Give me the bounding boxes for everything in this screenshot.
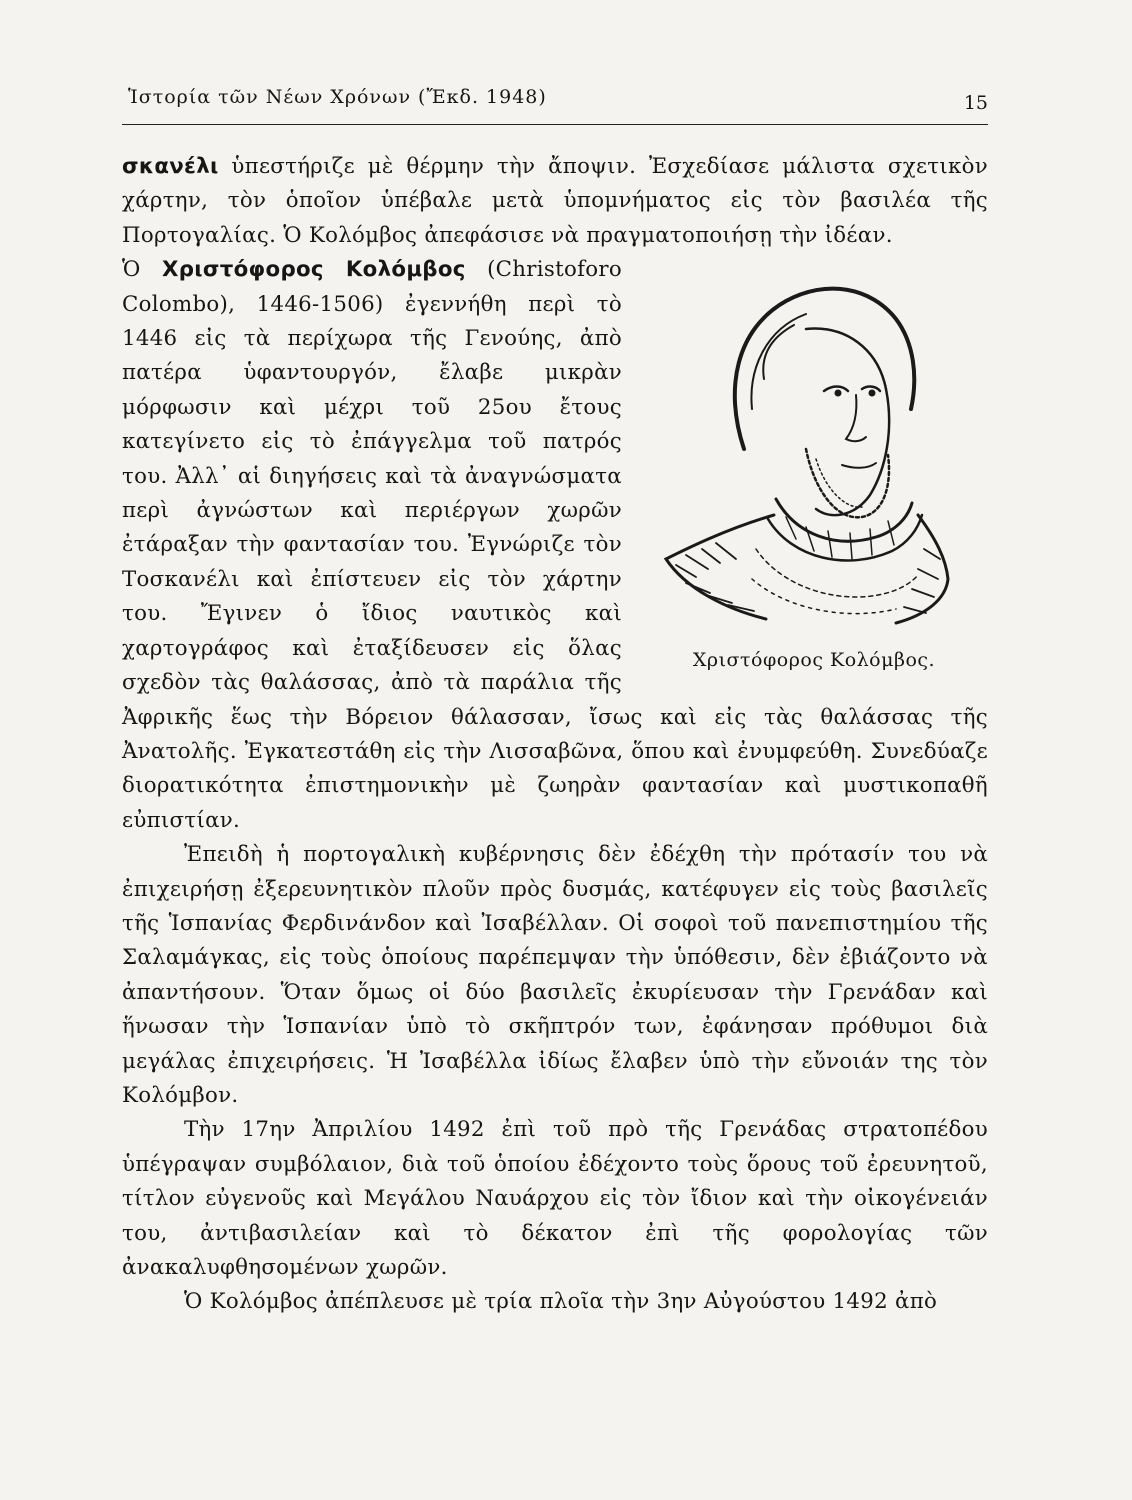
paragraph-4: Τὴν 17ην Ἀπριλίου 1492 ἐπὶ τοῦ πρὸ τῆς Γρενάδας στρατοπέδου ὑπέγραψαν συμβόλαιον, διὰ τοῦ ὁποίου ἐδέχοντο τοὺς ὅρους τοῦ ἐρευνητοῦ, τίτλον εὐγενοῦς καὶ Μεγάλου Ναυάρχου εἰς τὸν ἴδιον καὶ τὴν οἰκογένειάν του, ἀντιβασιλείαν καὶ τὸ δέκατον ἐπὶ τῆς φορολογίας τῶν ἀνακαλυφθησομένων χωρῶν. <box>122 1117 988 1280</box>
portrait-hair <box>735 289 914 449</box>
page-number: 15 <box>963 92 988 114</box>
portrait-figure <box>640 259 988 693</box>
paragraph-5: Ὁ Κολόμβος ἀπέπλευσε μὲ τρία πλοῖα τὴν 3ην Αὐγούστου 1492 ἀπὸ <box>184 1289 938 1315</box>
paragraph-1-text: ὑπεστήριζε μὲ θέρμην τὴν ἄποψιν. Ἐσχεδίασε μάλιστα σχετικὸν χάρτην, τὸν ὁποῖον ὑπέβαλε μετὰ ὑπομνήματος εἰς τὸν βασιλέα τῆς Πορτογαλίας. Ὁ Κολόμβος ἀπεφάσισε νὰ πραγματοποιήσῃ τὴν ἰδέαν. <box>122 154 988 248</box>
paragraph-2-article: Ὁ <box>122 257 162 283</box>
figure-caption: Χριστόφορος Κολόμβος. <box>692 649 936 672</box>
paragraph-3: Ἐπειδὴ ἡ πορτογαλικὴ κυβέρνησις δὲν ἐδέχθη τὴν πρότασίν του νὰ ἐπιχειρήσῃ ἐξερευνητικὸν πλοῦν πρὸς δυσμάς, κατέφυγεν εἰς τοὺς βασιλεῖς τῆς Ἱσπανίας Φερδινάνδον καὶ Ἰσαβέλλαν. Οἱ σοφοὶ τοῦ πανεπιστημίου τῆς Σαλαμάγκας, εἰς τοὺς ὁποίους παρέπεμψαν τὴν ὑπόθεσιν, δὲν ἐβιάζοντο νὰ ἀπαντήσουν. Ὅταν ὅμως οἱ δύο βασιλεῖς ἐκυρίευσαν τὴν Γρενάδαν καὶ ἥνωσαν τὴν Ἱσπανίαν ὑπὸ τὸ σκῆπτρόν των, ἐφάνησαν πρόθυμοι διὰ μεγάλας ἐπιχειρήσεις. Ἡ Ἰσαβέλλα ἰδίως ἔλαβεν ὑπὸ τὴν εὔνοιάν της τὸν Κολόμβον. <box>122 842 988 1108</box>
paragraph-1 <box>122 150 988 253</box>
page-header <box>122 84 988 125</box>
running-title: Ἱστορία τῶν Νέων Χρόνων (Ἔκδ. 1948) <box>128 86 547 108</box>
body-text <box>122 150 988 1320</box>
paragraph-2-text: (Christoforo Colombo), 1446-1506) ἐγεννήθη περὶ τὸ 1446 εἰς τὰ περίχωρα τῆς Γενούης, ἀπὸ πατέρα ὑφαντουργόν, ἔλαβε μικρὰν μόρφωσιν καὶ μέχρι τοῦ 25ου ἔτους κατεγίνετο εἰς τὸ ἐπάγγελμα τοῦ πατρός του. Ἀλλ᾽ αἱ διηγήσεις καὶ τὰ ἀναγνώσματα περὶ ἀγνώστων καὶ περιέργων χωρῶν ἐτάραξαν τὴν φαντασίαν του. Ἐγνώριζε τὸν Τοσκανέλι καὶ ἐπίστευεν εἰς τὸν χάρτην του. Ἔγινεν ὁ ἴδιος ναυτικὸς καὶ χαρτογράφος καὶ ἐταξίδευσεν εἰς ὅλας σχεδὸν τὰς θαλάσσας, ἀπὸ τὰ παράλια τῆς Ἀφρικῆς ἕως τὴν Βόρειον θάλασσαν, ἴσως καὶ εἰς τὰς θαλάσσας τῆς Ἀνατολῆς. Ἐγκατεστάθη εἰς τὴν Λισσαβῶνα, ὅπου καὶ ἐνυμφεύθη. Συνεδύαζε διορατικότητα ἐπιστημονικὴν μὲ ζωηρὰν φαντασίαν καὶ μυστικοπαθῆ εὐπιστίαν. <box>122 257 988 833</box>
columbus-portrait <box>656 259 976 639</box>
bold-term: σκανέλι <box>122 154 219 179</box>
bold-name: Χριστόφορος Κολόμβος <box>161 257 466 283</box>
portrait-face <box>806 329 889 516</box>
